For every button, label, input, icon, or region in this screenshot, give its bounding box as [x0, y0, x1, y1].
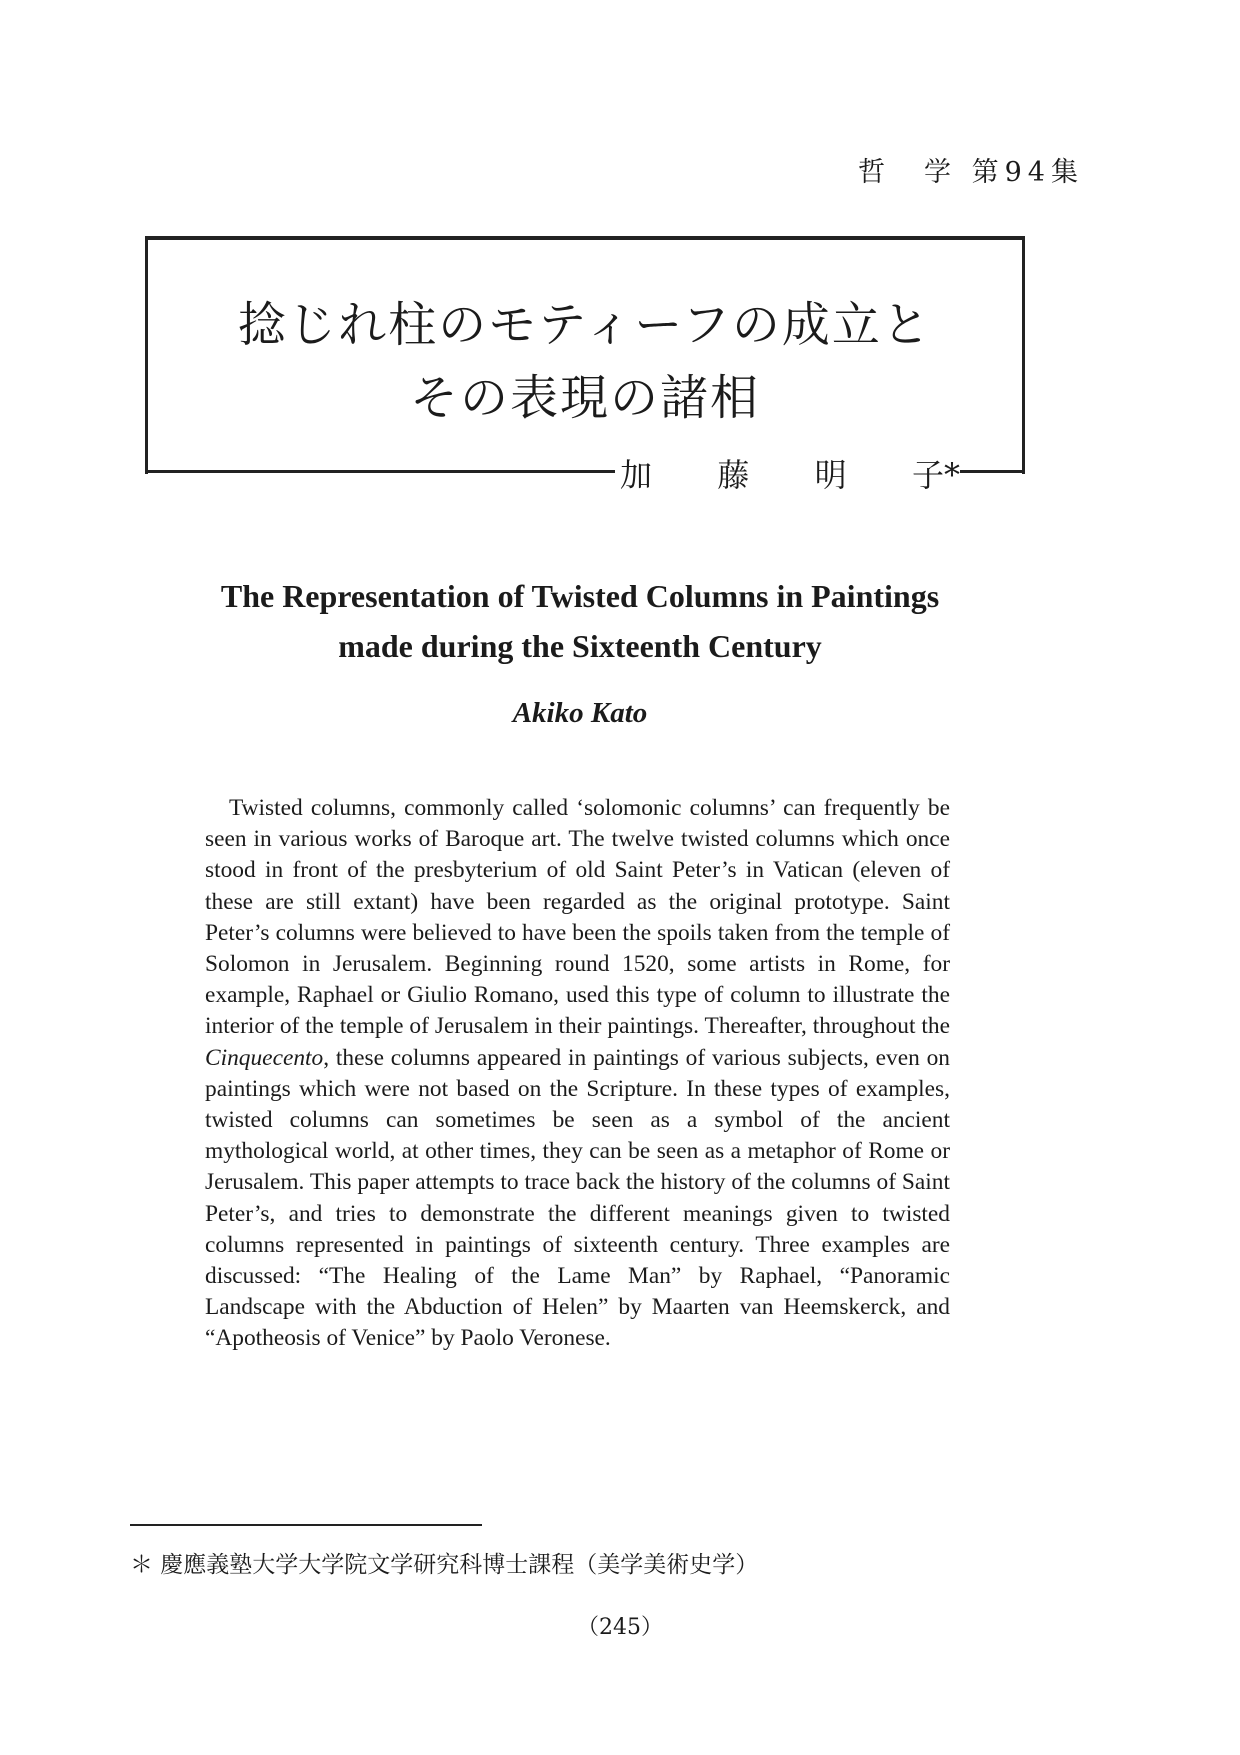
- footnote: ＊ 慶應義塾大学大学院文学研究科博士課程（美学美術史学）: [130, 1552, 759, 1578]
- page-number: （245）: [577, 1615, 663, 1640]
- footnote-rule: [130, 1524, 482, 1526]
- japanese-title-line-1: 捻じれ柱のモティーフの成立と: [238, 297, 932, 353]
- japanese-author: [620, 450, 960, 496]
- author-char-1: 加: [620, 456, 653, 494]
- author-char-2: 藤: [717, 456, 750, 494]
- abstract-text-2: , these columns appeared in paintings of various subjects, even on paintings which were not based on the Scripture. In these types of examples, twisted columns can sometimes be seen as a symbol of the ancient mythological world, at other times, they can be seen as a metaphor of Rome or Jerusalem. This paper attempts to trace back the history of the columns of Saint Peter’s, and tries to demonstrate the different meanings given to twisted columns represented in paintings of sixteenth century. Three examples are discussed: “The Healing of the Lame Man” by Raphael, “Panoramic Landscape with the Abduction of Helen” by Maarten van Heemskerck, and “Apotheosis of Venice” by Paolo Veronese.: [205, 1044, 950, 1352]
- japanese-title-line-2: その表現の諸相: [409, 370, 760, 426]
- journal-header: 哲 学 第94集: [858, 157, 1084, 188]
- author-rule-left: [145, 470, 615, 473]
- title-frame: [145, 236, 1025, 474]
- abstract-text-1: Twisted columns, commonly called ‘solomonic columns’ can frequently be seen in various works of Baroque art. The twelve twisted columns which once stood in front of the presbyterium of old Saint Peter’s in Vatican (eleven of these are still extant) have been regarded as the original prototype. Saint Peter’s columns were believed to have been the spoils taken from the temple of Solomon in Jerusalem. Beginning round 1520, some artists in Rome, for example, Raphael or Giulio Romano, used this type of column to illustrate the interior of the temple of Jerusalem in their paintings. Thereafter, throughout the: [205, 795, 950, 1040]
- abstract-paragraph: [205, 793, 950, 1355]
- english-title-line-1: The Representation of Twisted Columns in Paintings: [220, 578, 940, 614]
- author-rule-right: [960, 470, 1025, 473]
- english-author: Akiko Kato: [512, 697, 648, 729]
- english-title-line-2: made during the Sixteenth Century: [338, 628, 822, 664]
- author-char-4: 子*: [911, 456, 960, 494]
- english-title: [150, 571, 1010, 671]
- author-char-3: 明: [814, 456, 847, 494]
- abstract-italic-term: Cinquecento: [205, 1044, 324, 1071]
